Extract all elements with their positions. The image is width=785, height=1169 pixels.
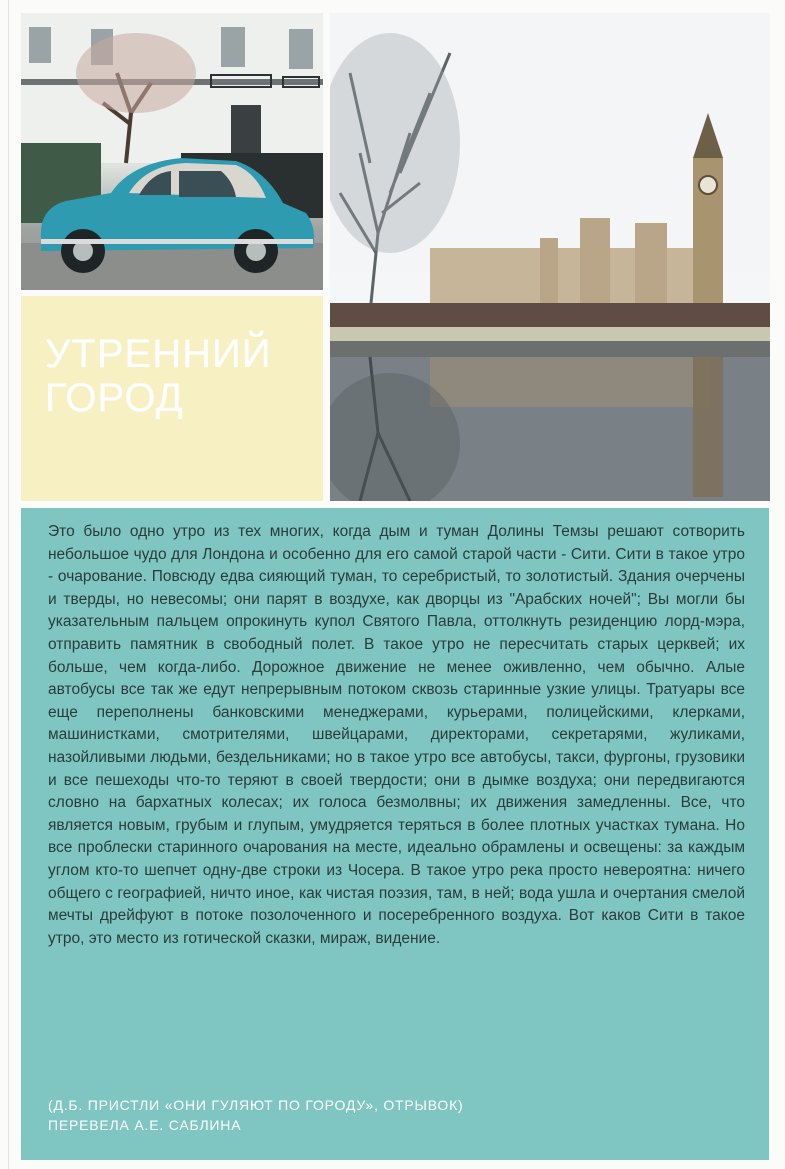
car-photo-illustration [21, 13, 323, 290]
text-panel [21, 508, 769, 1160]
title-line-2: ГОРОД [45, 376, 184, 420]
page-title [45, 332, 271, 420]
westminster-photo-illustration [330, 13, 770, 501]
title-line-1: УТРЕННИЙ [45, 332, 272, 376]
westminster-photo [330, 13, 770, 501]
credit-source: (Д.Б. ПРИСТЛИ «ОНИ ГУЛЯЮТ ПО ГОРОДУ», ОТРЫВОК) [48, 1097, 464, 1113]
body-text: Это было одно утро из тех многих, когда дым и туман Долины Темзы решают сотворить небольшое чудо для Лондона и особенно для его самой старой части - Сити. Сити в такое утро - очарование. Повсюду едва сияющий туман, то серебристый, то золотистый. Здания очерчены и тверды, но невесомы; они парят в воздухе, как дворцы из "Арабских ночей"; Вы могли бы указательным пальцем опрокинуть купол Святого Павла, оттолкнуть резиденцию лорд-мэра, отправить памятник в свободный полет. В такое утро не пересчитать старых церквей; их больше, чем когда-либо. Дорожное движение не менее оживленно, чем обычно. Алые автобусы все так же едут непрерывным потоком сквозь старинные узкие улицы. Тратуары все еще переполнены банковскими менеджерами, курьерами, полицейскими, клерками, машинистками, смотрителями, швейцарами, директорами, секретарями, жуликами, назойливыми людьми, бездельниками; но в такое утро все автобусы, такси, фургоны, грузовики и все пешеходы что-то теряют в своей твердости; они в дымке воздуха; они передвигаются словно на бархатных колесах; их голоса безмолвны; их движения замедленны. Все, что является новым, грубым и глупым, умудряется теряться в более плотных участках тумана. Но все проблески старинного очарования на месте, идеально обрамлены и освещены: за каждым углом кто-то шепчет одну-две строки из Чосера. В такое утро река просто невероятна: ничего общего с географией, ничто иное, как чистая поэзия, там, в ней; вода ушла и очертания смелой мечты дрейфуют в потоке позолоченного и посеребренного воздуха. Вот каков Сити в такое утро, это место из готической сказки, мираж, видение. [48, 523, 745, 947]
car-photo [21, 13, 323, 290]
title-block [21, 296, 323, 501]
credit [48, 1095, 464, 1135]
credit-translator: ПЕРЕВЕЛА А.Е. САБЛИНА [48, 1117, 242, 1133]
